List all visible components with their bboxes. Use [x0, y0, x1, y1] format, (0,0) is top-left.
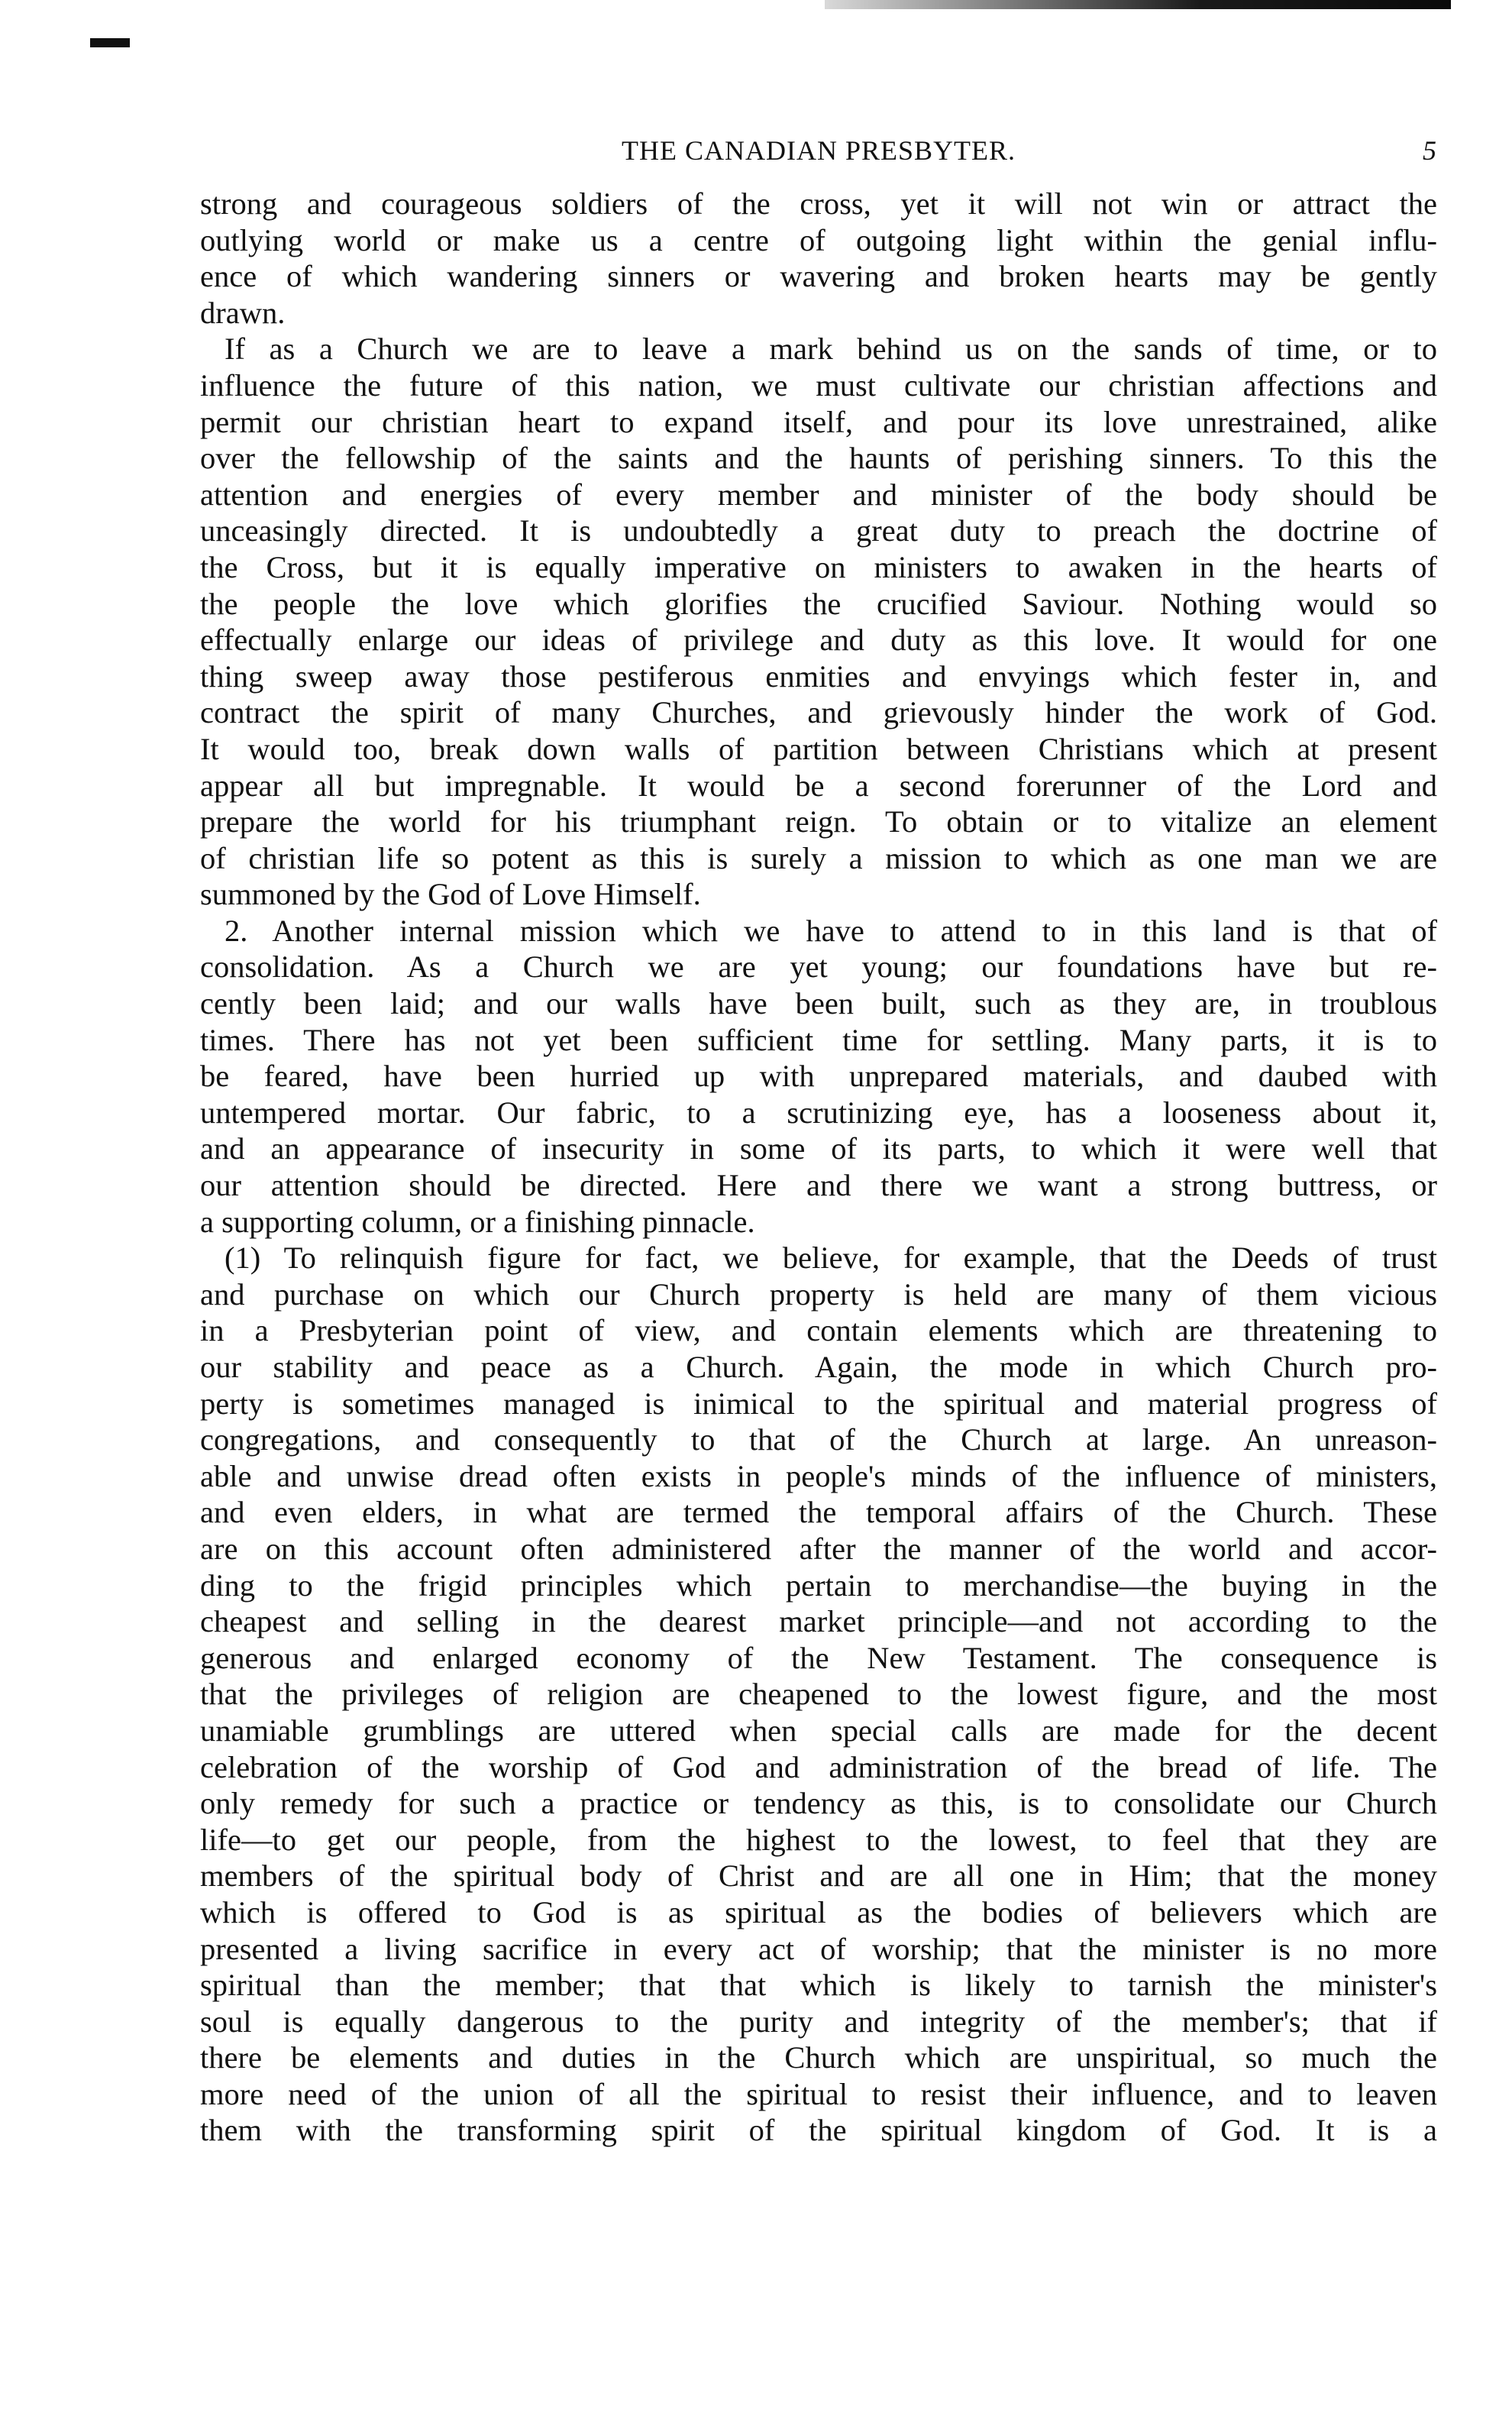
- text-line: them with the transforming spirit of the spiritual kingdom of God. It is a: [200, 2113, 1437, 2148]
- text-line: If as a Church we are to leave a mark behind us on the sands of time, or to: [225, 332, 1437, 367]
- journal-title: THE CANADIAN PRESBYTER.: [621, 135, 1016, 166]
- text-line: summoned by the God of Love Himself.: [200, 877, 701, 912]
- text-line: cheapest and selling in the dearest market principle—and not according to the: [200, 1604, 1437, 1639]
- text-line: cently been laid; and our walls have been built, such as they are, in troublous: [200, 986, 1437, 1021]
- text-line: influence the future of this nation, we must cultivate our christian affections and: [200, 367, 1437, 403]
- text-line: generous and enlarged economy of the New Testament. The consequence is: [200, 1640, 1437, 1675]
- scan-edge-bar: [825, 0, 1451, 9]
- text-line: there be elements and duties in the Church which are unspiritual, so much the: [200, 2040, 1437, 2075]
- running-header: [200, 134, 1437, 165]
- text-line: spiritual than the member; that that which is likely to tarnish the minister's: [200, 1968, 1437, 2003]
- text-line: effectually enlarge our ideas of privilege and duty as this love. It would for one: [200, 623, 1437, 658]
- text-line: life—to get our people, from the highest to the lowest, to feel that they are: [200, 1822, 1437, 1857]
- text-line: It would too, break down walls of partition between Christians which at present: [200, 731, 1437, 766]
- text-line: untempered mortar. Our fabric, to a scrutinizing eye, has a looseness about it,: [200, 1095, 1437, 1130]
- text-line: the Cross, but it is equally imperative on ministers to awaken in the hearts of: [200, 549, 1437, 584]
- text-line: attention and energies of every member and minister of the body should be: [200, 477, 1437, 512]
- text-line: times. There has not yet been sufficient time for settling. Many parts, it is to: [200, 1022, 1437, 1057]
- text-line: the people the love which glorifies the crucified Saviour. Nothing would so: [200, 586, 1437, 621]
- text-line: unamiable grumblings are uttered when special calls are made for the decent: [200, 1713, 1437, 1748]
- text-line: drawn.: [200, 295, 286, 330]
- text-line: outlying world or make us a centre of outgoing light within the genial influ-: [200, 222, 1437, 257]
- text-line: thing sweep away those pestiferous enmities and envyings which fester in, and: [200, 658, 1437, 694]
- text-line: more need of the union of all the spiritual to resist their influence, and to leaven: [200, 2076, 1437, 2111]
- text-line: and an appearance of insecurity in some of its parts, to which it were well that: [200, 1131, 1437, 1166]
- text-line: ence of which wandering sinners or wavering and broken hearts may be gently: [200, 259, 1437, 294]
- text-line: presented a living sacrifice in every act of worship; that the minister is no more: [200, 1931, 1437, 1966]
- text-line: soul is equally dangerous to the purity and integrity of the member's; that if: [200, 2004, 1437, 2039]
- text-line: only remedy for such a practice or tendency as this, is to consolidate our Church: [200, 1786, 1437, 1821]
- text-line: members of the spiritual body of Christ and are all one in Him; that the money: [200, 1858, 1437, 1894]
- text-line: consolidation. As a Church we are yet young; our foundations have but re-: [200, 949, 1437, 985]
- page-number: 5: [1423, 135, 1437, 166]
- text-line: perty is sometimes managed is inimical to the spiritual and material progress of: [200, 1386, 1437, 1421]
- text-line: be feared, have been hurried up with unprepared materials, and daubed with: [200, 1059, 1437, 1094]
- text-line: contract the spirit of many Churches, and grievously hinder the work of God.: [200, 695, 1437, 730]
- text-line: strong and courageous soldiers of the cross, yet it will not win or attract the: [200, 186, 1437, 221]
- text-line: of christian life so potent as this is surely a mission to which as one man we are: [200, 840, 1437, 875]
- text-line: and purchase on which our Church property is held are many of them vicious: [200, 1276, 1437, 1312]
- text-line: ding to the frigid principles which pertain to merchandise—the buying in the: [200, 1567, 1437, 1603]
- text-line: are on this account often administered after the manner of the world and accor-: [200, 1531, 1437, 1566]
- text-line: celebration of the worship of God and administration of the bread of life. The: [200, 1749, 1437, 1784]
- text-line: prepare the world for his triumphant reign. To obtain or to vitalize an element: [200, 804, 1437, 839]
- text-line: in a Presbyterian point of view, and contain elements which are threatening to: [200, 1313, 1437, 1348]
- text-line: which is offered to God is as spiritual as the bodies of believers which are: [200, 1894, 1437, 1929]
- text-line: over the fellowship of the saints and the haunts of perishing sinners. To this the: [200, 441, 1437, 476]
- article-body: [200, 186, 1437, 2149]
- text-line: a supporting column, or a finishing pinnacle.: [200, 1204, 755, 1239]
- text-line: (1) To relinquish figure for fact, we believe, for example, that the Deeds of trust: [225, 1240, 1437, 1276]
- text-line: able and unwise dread often exists in people's minds of the influence of ministers,: [200, 1458, 1437, 1493]
- text-line: congregations, and consequently to that of the Church at large. An unreason-: [200, 1422, 1437, 1457]
- text-line: and even elders, in what are termed the temporal affairs of the Church. These: [200, 1495, 1437, 1530]
- text-line: 2. Another internal mission which we have to attend to in this land is that of: [225, 913, 1437, 948]
- margin-dash-mark: [90, 38, 130, 47]
- text-line: that the privileges of religion are cheapened to the lowest figure, and the most: [200, 1677, 1437, 1712]
- text-line: permit our christian heart to expand itself, and pour its love unrestrained, alike: [200, 404, 1437, 439]
- text-line: our stability and peace as a Church. Again, the mode in which Church pro-: [200, 1350, 1437, 1384]
- text-line: unceasingly directed. It is undoubtedly a great duty to preach the doctrine of: [200, 513, 1437, 548]
- text-line: our attention should be directed. Here and there we want a strong buttress, or: [200, 1168, 1437, 1203]
- text-line: appear all but impregnable. It would be a second forerunner of the Lord and: [200, 768, 1437, 803]
